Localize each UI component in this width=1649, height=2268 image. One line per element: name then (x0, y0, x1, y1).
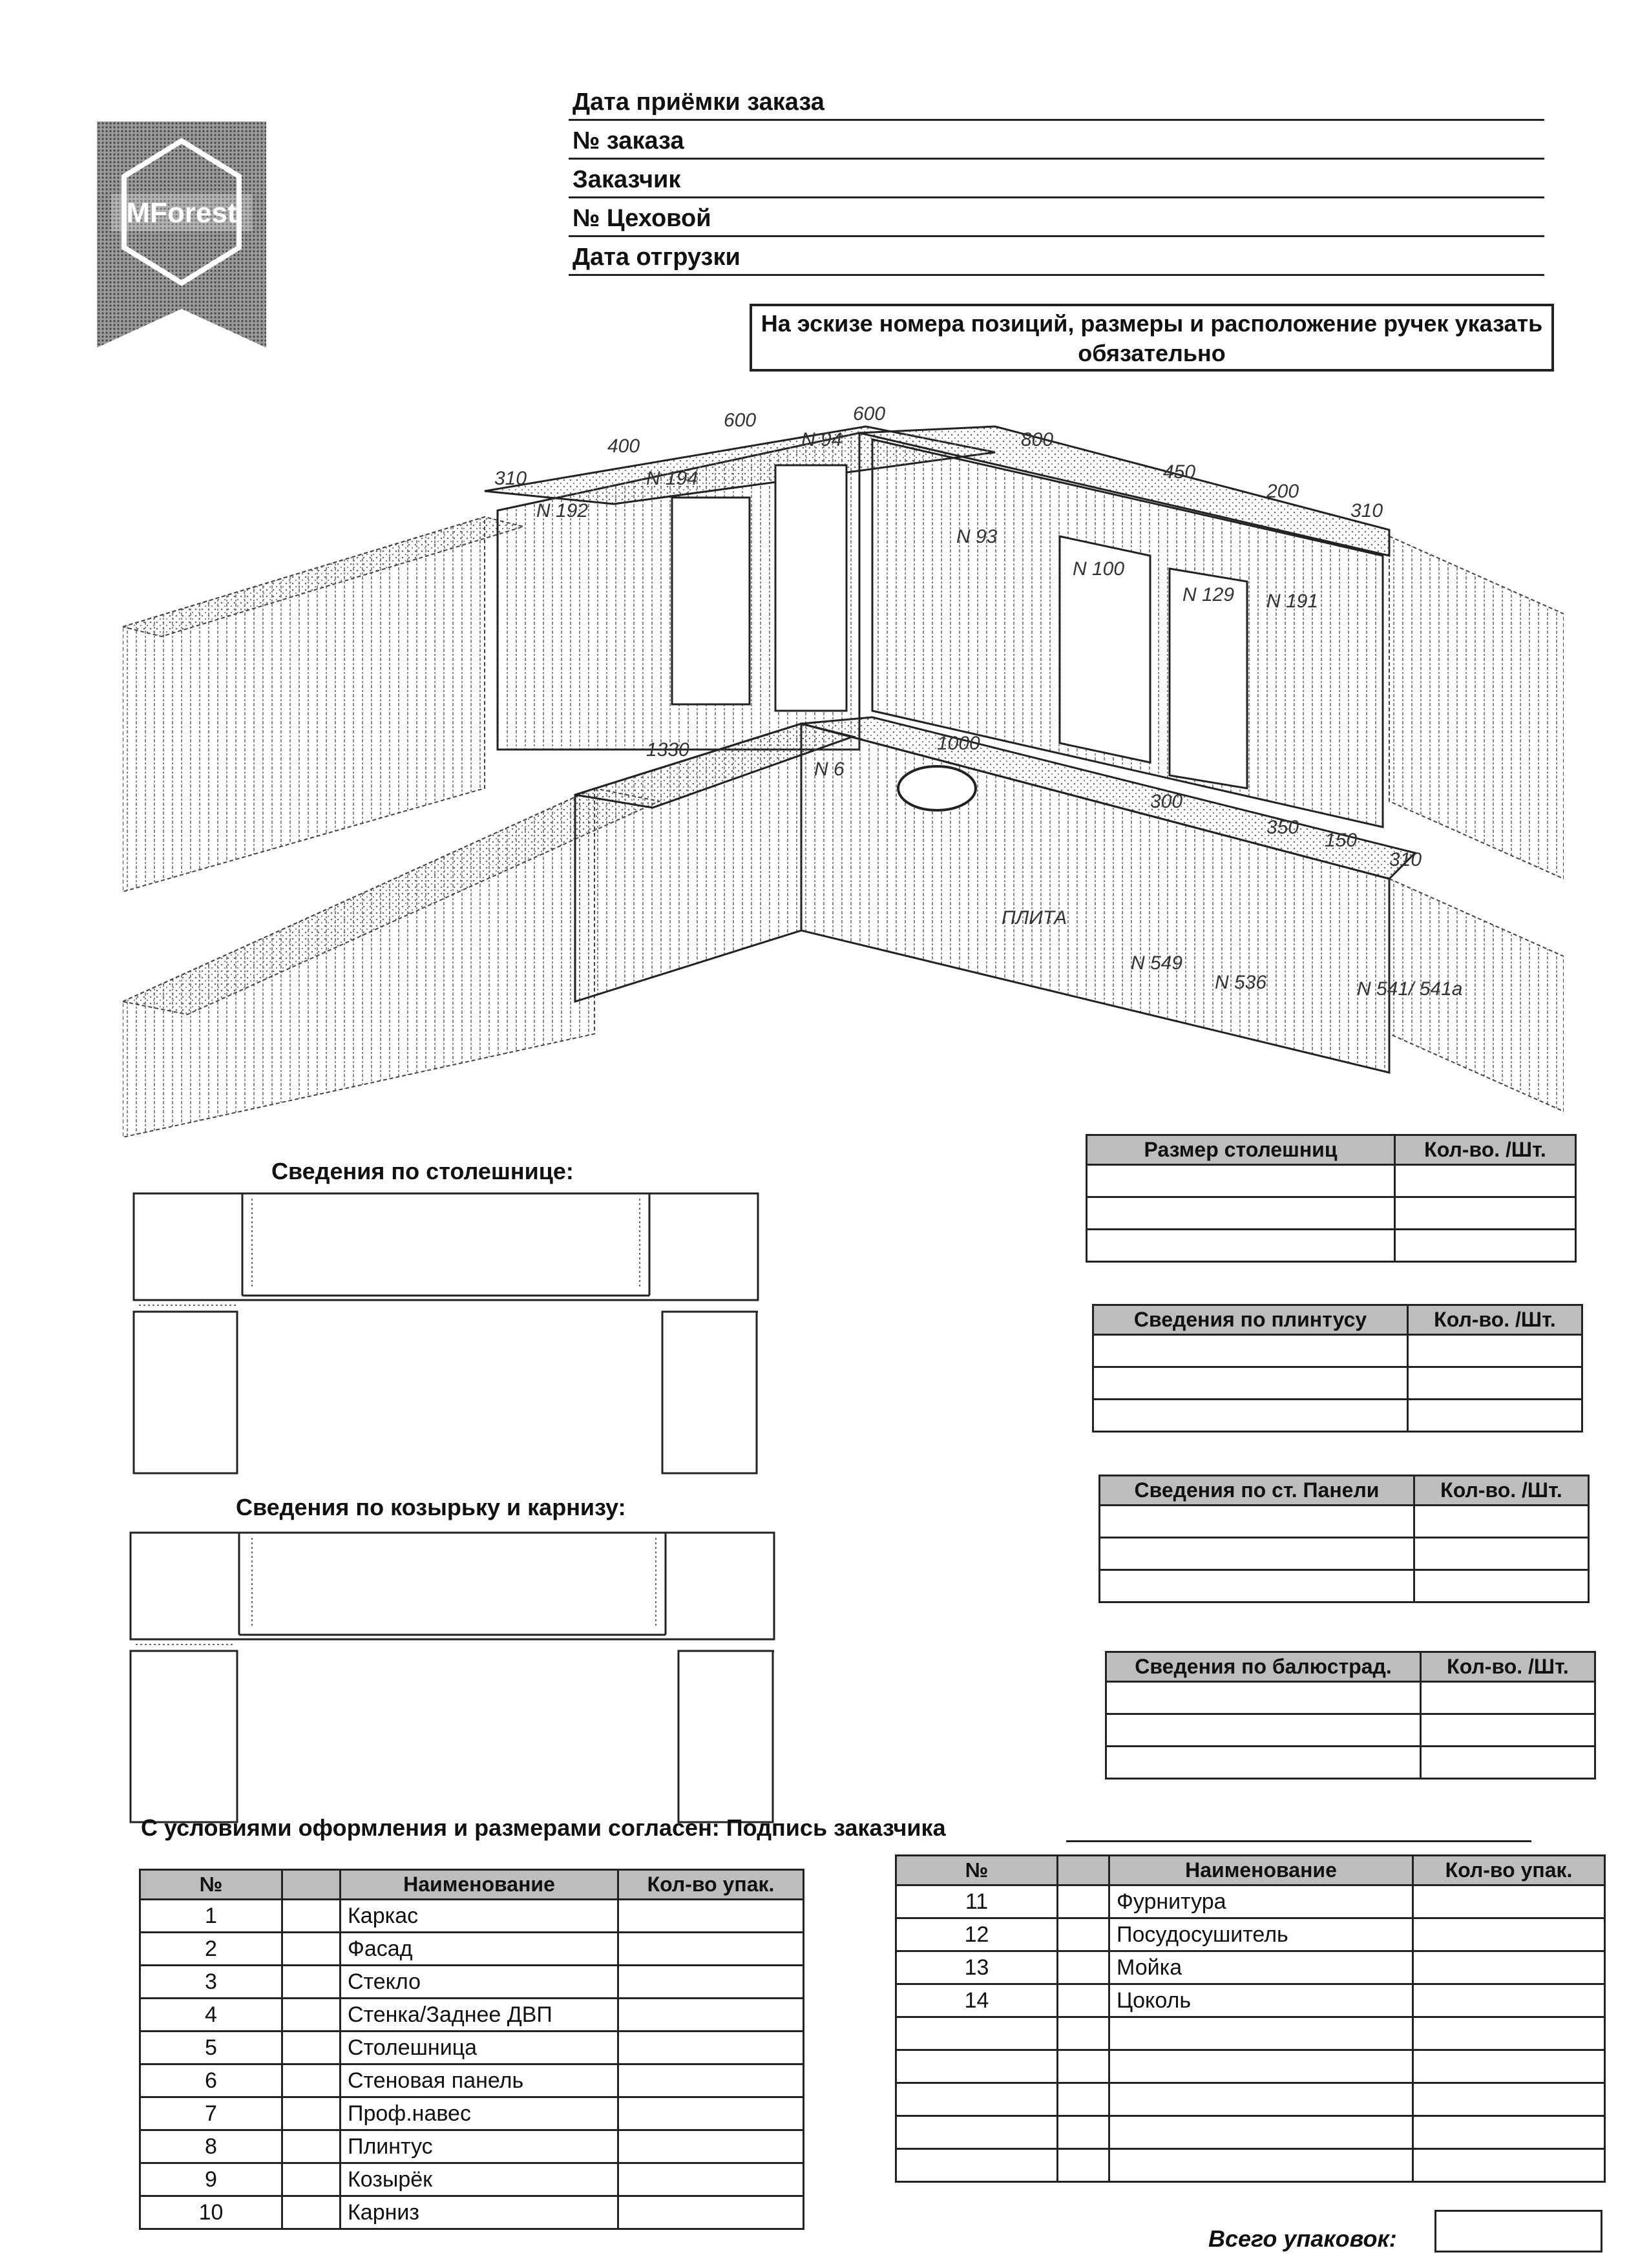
header-name: Сведения по балюстрад. (1106, 1652, 1421, 1682)
svg-text:600: 600 (724, 410, 757, 431)
qty-cell[interactable] (618, 2163, 804, 2196)
table-cell[interactable] (1414, 1506, 1589, 1538)
table-cell[interactable] (1106, 1682, 1421, 1714)
table-row (896, 2149, 1605, 2182)
svg-text:600: 600 (853, 403, 886, 425)
qty-cell[interactable] (1413, 2149, 1605, 2182)
header-num: № (140, 1870, 282, 1900)
balustrade-table (1105, 1651, 1596, 1780)
total-packages-field[interactable] (1434, 2210, 1602, 2252)
table-row: 11 Фурнитура (896, 1885, 1605, 1918)
svg-text:400: 400 (607, 436, 640, 457)
header-name: Сведения по плинтусу (1093, 1305, 1408, 1335)
plinth-table (1092, 1304, 1583, 1433)
wall-panel-table (1098, 1475, 1590, 1603)
table-cell[interactable] (1093, 1335, 1408, 1367)
svg-text:N 536: N 536 (1215, 972, 1267, 993)
header-qty: Кол-во упак. (1413, 1856, 1605, 1885)
table-cell[interactable] (1093, 1400, 1408, 1432)
table-cell[interactable] (1106, 1714, 1421, 1747)
header-qty: Кол-во. /Шт. (1395, 1135, 1576, 1165)
customer-agreement: С условиями оформления и размерами согласен: Подпись заказчика (141, 1814, 946, 1841)
svg-text:450: 450 (1163, 461, 1196, 483)
svg-text:ПЛИТА: ПЛИТА (1002, 907, 1067, 929)
header-qty: Кол-во. /Шт. (1408, 1305, 1582, 1335)
table-cell[interactable] (1100, 1570, 1414, 1602)
svg-text:350: 350 (1266, 817, 1299, 838)
table-cell[interactable] (1408, 1400, 1582, 1432)
svg-text:310: 310 (1389, 849, 1422, 870)
table-row: 9 Козырёк (140, 2163, 804, 2196)
svg-text:N 93: N 93 (956, 526, 998, 547)
table-cell[interactable] (1408, 1367, 1582, 1400)
svg-text:N 194: N 194 (646, 468, 698, 489)
svg-text:N 191: N 191 (1266, 591, 1319, 612)
total-packages-label: Всего упаковок: (1208, 2225, 1397, 2252)
table-row: 3 Стекло (140, 1966, 804, 1999)
table-row: 4 Стенка/Заднее ДВП (140, 1999, 804, 2032)
table-cell[interactable] (1421, 1714, 1595, 1747)
svg-text:150: 150 (1325, 830, 1358, 851)
canopy-title: Сведения по козырьку и карнизу: (236, 1494, 626, 1520)
table-row: 14 Цоколь (896, 1984, 1605, 2017)
countertop-title: Сведения по столешнице: (271, 1158, 574, 1184)
header-blank (282, 1870, 341, 1900)
svg-text:310: 310 (1350, 500, 1383, 521)
table-cell[interactable] (1100, 1506, 1414, 1538)
table-row: 8 Плинтус (140, 2130, 804, 2163)
qty-cell[interactable] (618, 2097, 804, 2130)
table-cell[interactable] (1106, 1747, 1421, 1779)
table-cell[interactable] (1408, 1335, 1582, 1367)
qty-cell[interactable] (618, 1900, 804, 1933)
sketch-notice: На эскизе номера позиций, размеры и расположение ручек указать обязательно (750, 304, 1554, 372)
table-row: 10 Карниз (140, 2196, 804, 2229)
svg-text:200: 200 (1266, 481, 1299, 502)
table-row: 1 Каркас (140, 1900, 804, 1933)
table-cell[interactable] (1395, 1230, 1576, 1262)
table-cell[interactable] (1421, 1682, 1595, 1714)
table-row: 2 Фасад (140, 1933, 804, 1966)
header-qty: Кол-во. /Шт. (1421, 1652, 1595, 1682)
svg-text:800: 800 (1021, 429, 1054, 450)
qty-cell[interactable] (1413, 2050, 1605, 2083)
header-name: Размер столешниц (1087, 1135, 1395, 1165)
svg-text:N 192: N 192 (536, 500, 589, 521)
table-cell[interactable] (1421, 1747, 1595, 1779)
header-qty: Кол-во упак. (618, 1870, 804, 1900)
canopy-diagram (129, 1531, 775, 1825)
kitchen-sketch (123, 388, 1564, 1150)
header-num: № (896, 1856, 1058, 1885)
table-row (896, 2050, 1605, 2083)
qty-cell[interactable] (1413, 2083, 1605, 2116)
table-row (896, 2116, 1605, 2149)
qty-cell[interactable] (618, 2032, 804, 2064)
packing-table-right (895, 1854, 1606, 2183)
header-blank (1058, 1856, 1109, 1885)
header-name: Наименование (1109, 1856, 1413, 1885)
svg-text:N 129: N 129 (1182, 584, 1235, 605)
svg-text:300: 300 (1150, 791, 1183, 812)
qty-cell[interactable] (618, 2130, 804, 2163)
table-cell[interactable] (1395, 1197, 1576, 1230)
table-cell[interactable] (1093, 1367, 1408, 1400)
svg-text:N 94: N 94 (801, 429, 843, 450)
table-row: 6 Стеновая панель (140, 2064, 804, 2097)
table-row: 12 Посудосушитель (896, 1918, 1605, 1951)
qty-cell[interactable] (618, 1966, 804, 1999)
table-cell[interactable] (1414, 1570, 1589, 1602)
svg-text:1000: 1000 (937, 733, 980, 754)
field-customer[interactable]: Заказчик (569, 159, 1544, 198)
qty-cell[interactable] (1413, 2017, 1605, 2050)
svg-text:N 541/ 541а: N 541/ 541а (1357, 978, 1463, 1000)
field-shipping-date[interactable]: Дата отгрузки (569, 236, 1544, 276)
qty-cell[interactable] (1413, 2116, 1605, 2149)
svg-text:1330: 1330 (646, 739, 689, 761)
table-cell[interactable] (1395, 1165, 1576, 1197)
svg-text:310: 310 (494, 468, 527, 489)
countertop-diagram (132, 1192, 759, 1476)
table-cell[interactable] (1087, 1230, 1395, 1262)
field-workshop-number[interactable]: № Цеховой (569, 198, 1544, 237)
header-qty: Кол-во. /Шт. (1414, 1476, 1589, 1506)
table-cell[interactable] (1100, 1538, 1414, 1570)
table-cell[interactable] (1414, 1538, 1589, 1570)
field-order-received-date[interactable]: Дата приёмки заказа (569, 81, 1544, 121)
packing-table-left (139, 1869, 804, 2230)
company-logo (97, 121, 266, 348)
table-row (896, 2083, 1605, 2116)
svg-text:N 100: N 100 (1073, 558, 1125, 580)
svg-text:MForest: MForest (126, 197, 237, 229)
table-row: 7 Проф.навес (140, 2097, 804, 2130)
table-row: 5 Столешница (140, 2032, 804, 2064)
header-name: Сведения по ст. Панели (1100, 1476, 1414, 1506)
table-cell[interactable] (1087, 1165, 1395, 1197)
svg-text:N 6: N 6 (814, 759, 845, 780)
header-name: Наименование (341, 1870, 618, 1900)
qty-cell[interactable] (1413, 1951, 1605, 1984)
qty-cell[interactable] (1413, 1885, 1605, 1918)
field-order-number[interactable]: № заказа (569, 120, 1544, 160)
qty-cell[interactable] (1413, 1918, 1605, 1951)
table-cell[interactable] (1087, 1197, 1395, 1230)
svg-text:N 549: N 549 (1131, 952, 1183, 974)
qty-cell[interactable] (618, 1999, 804, 2032)
qty-cell[interactable] (618, 2196, 804, 2229)
table-row: 13 Мойка (896, 1951, 1605, 1984)
qty-cell[interactable] (618, 2064, 804, 2097)
qty-cell[interactable] (618, 1933, 804, 1966)
qty-cell[interactable] (1413, 1984, 1605, 2017)
countertop-size-table (1086, 1134, 1577, 1263)
customer-signature-field[interactable] (1066, 1840, 1531, 1842)
table-row (896, 2017, 1605, 2050)
